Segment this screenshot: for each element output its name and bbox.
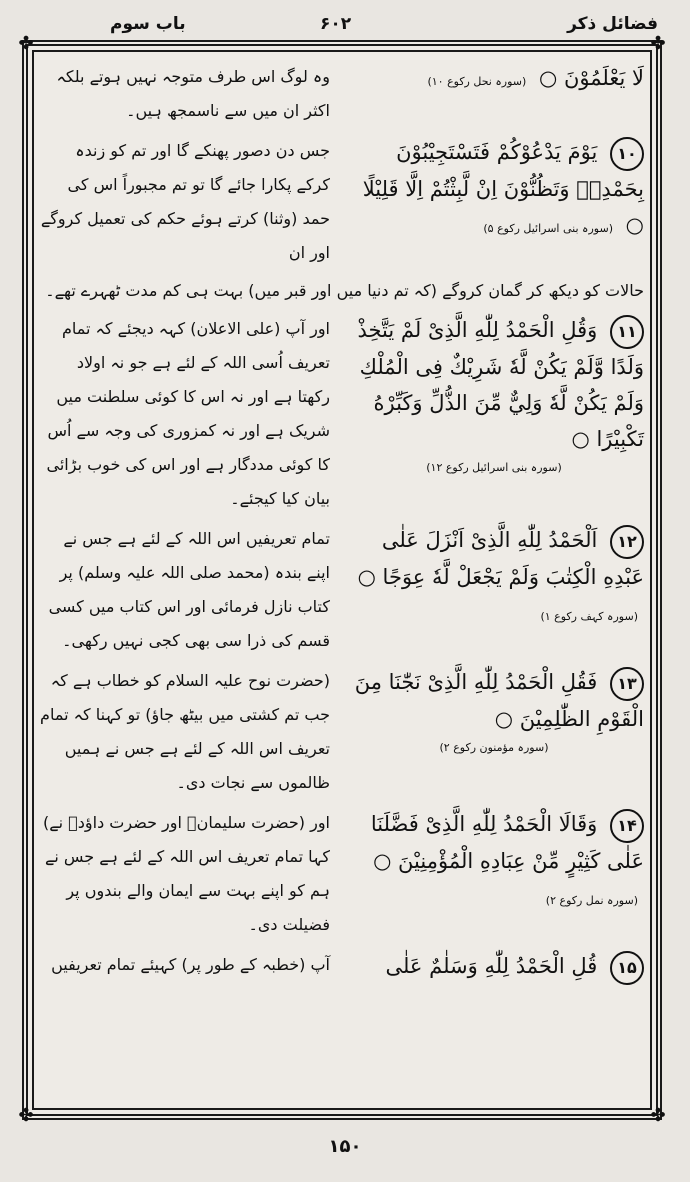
verse-block (40, 60, 644, 128)
arabic-text: قُلِ الْحَمْدُ لِلّٰهِ وَسَلٰمٌ عَلٰى (385, 954, 598, 978)
arabic-text: اَلْحَمْدُ لِلّٰهِ الَّذِیْ اَنْزَلَ عَلٰى عَبْدِهِ الْكِتٰبَ وَلَمْ يَجْعَلْ لَّهٗ عِوَجًا ○ (357, 528, 644, 589)
urdu-translation: جس دن دصور پھنکے گا اور تم کو زندہ کرکے پکارا جائے گا تو تم مجبوراً اس کی حمد (وثنا) کرتے ہوئے حکم کی تعمیل کروگے اور ان (40, 141, 330, 262)
ornament-icon: ✤ (18, 33, 34, 54)
verse-number-badge: ۱۰ (610, 137, 644, 171)
verse-reference: (سورہ نحل رکوع ۱۰) (427, 75, 527, 88)
page-number: ۶۰۲ (320, 14, 352, 34)
urdu-translation: اور آپ (علی الاعلان) کہہ دیجئے کہ تمام تعریف اُسی اللہ کے لئے ہے جو نہ اولاد رکھتا ہے اور نہ اس کا کوئی سلطنت میں شریک ہے اور نہ کمزوری کی وجہ سے اُس کا کوئی مددگار ہے اور اس کی خوب بڑائی بیان کیا کیجئے۔ (46, 319, 330, 508)
verse-reference: (سورہ کہف رکوع ۱) (540, 609, 638, 623)
verse-reference: (سورہ بنی اسرائیل رکوع ۱۲) (426, 460, 562, 474)
arabic-text: وَقَالَا الْحَمْدُ لِلّٰهِ الَّذِیْ فَضَّلَنَا عَلٰى كَثِيْرٍ مِّنْ عِبَادِهِ الْمُؤْمِنِيْنَ ○ (370, 812, 644, 873)
arabic-verse (344, 312, 644, 516)
arabic-text: يَوْمَ يَدْعُوْكُمْ فَتَسْتَجِيْبُوْنَ بِحَمْدِهٖ وَتَظُنُّوْنَ اِنْ لَّبِثْتُمْ اِلَّا قَلِيْلًا ○ (362, 140, 644, 237)
ornament-icon: ✤ (650, 1105, 666, 1126)
chapter-title: باب سوم (110, 14, 186, 34)
translation-continuation: حالات کو دیکھ کر گمان کروگے (کہ تم دنیا میں اور قبر میں) بہت ہی کم مدت ٹھہرے تھے۔ (45, 281, 644, 300)
verse-block (40, 134, 644, 270)
ornament-icon: ✤ (18, 1105, 34, 1126)
verse-reference: (سورہ بنی اسرائیل رکوع ۵) (483, 221, 613, 235)
verse-block (40, 806, 644, 942)
page-header (0, 8, 690, 42)
verse-block (40, 522, 644, 658)
verse-block (40, 948, 644, 985)
arabic-verse (344, 522, 644, 658)
verse-reference: (سورہ نمل رکوع ۲) (545, 893, 638, 907)
arabic-verse (344, 134, 644, 270)
verse-number-badge: ۱۳ (610, 667, 644, 701)
arabic-verse (344, 664, 644, 800)
footer-page-number: ۱۵۰ (328, 1136, 362, 1157)
urdu-translation: اور (حضرت سلیمانؑ اور حضرت داؤدؑ نے) کہا تمام تعریف اس اللہ کے لئے ہے جس نے ہم کو اپنے بہت سے ایمان والے بندوں پر فضیلت دی۔ (43, 813, 330, 934)
urdu-translation: تمام تعریفیں اس اللہ کے لئے ہے جس نے اپنے بندہ (محمد صلی اللہ علیہ وسلم) پر کتاب نازل فرمائی اور اس کتاب میں کسی قسم کی ذرا سی بھی کجی نہیں رکھی۔ (48, 529, 330, 650)
urdu-translation: (حضرت نوح علیہ السلام کو خطاب ہے کہ جب تم کشتی میں بیٹھ جاؤ) تو کہنا کہ تمام تعریف اس اللہ کے لئے ہے جس نے ہمیں ظالموں سے نجات دی۔ (40, 671, 330, 792)
verse-number-badge: ۱۲ (610, 525, 644, 559)
book-title: فضائل ذکر (567, 14, 658, 34)
page-content (40, 60, 644, 1100)
verse-number-badge: ۱۴ (610, 809, 644, 843)
arabic-verse (344, 806, 644, 942)
verse-block (40, 312, 644, 516)
arabic-verse (344, 60, 644, 128)
arabic-text: فَقُلِ الْحَمْدُ لِلّٰهِ الَّذِیْ نَجّٰنَا مِنَ الْقَوْمِ الظّٰلِمِيْنَ ○ (354, 670, 644, 731)
urdu-translation: وہ لوگ اس طرف متوجہ نہیں ہوتے بلکہ اکثر ان میں سے ناسمجھ ہیں۔ (56, 67, 330, 120)
verse-number-badge: ۱۵ (610, 951, 644, 985)
verse-number-badge: ۱۱ (610, 315, 644, 349)
arabic-text: لَا يَعْلَمُوْنَ ○ (539, 66, 644, 90)
arabic-verse (344, 948, 644, 985)
verse-block (40, 664, 644, 800)
ornament-icon: ✤ (650, 33, 666, 54)
verse-reference: (سورہ مؤمنون رکوع ۲) (439, 740, 549, 754)
arabic-text: وَقُلِ الْحَمْدُ لِلّٰهِ الَّذِیْ لَمْ يَتَّخِذْ وَلَدًا وَّلَمْ يَكُنْ لَّهٗ شَرِيْكٌ فِى الْمُلْكِ وَلَمْ يَكُنْ لَّهٗ وَلِيٌّ مِّنَ الذُّلِّ وَكَبِّرْهُ تَكْبِيْرًا ○ (357, 318, 644, 451)
urdu-translation: آپ (خطبہ کے طور پر) کہیئے تمام تعریفیں (51, 955, 330, 974)
